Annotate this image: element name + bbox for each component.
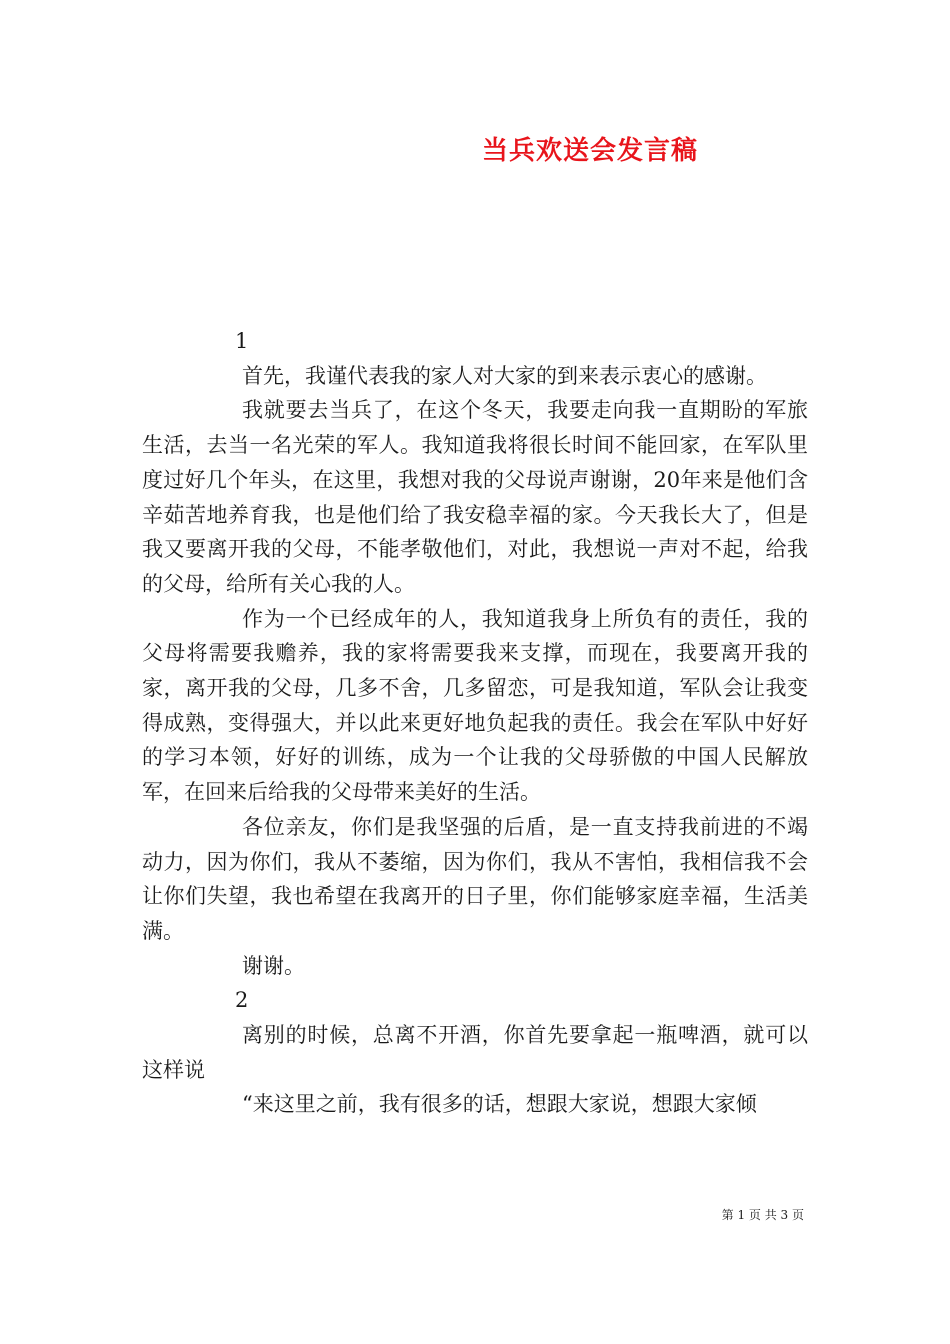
document-title: 当兵欢送会发言稿 — [481, 136, 698, 166]
paragraph: 离别的时候，总离不开酒，你首先要拿起一瓶啤酒，就可以这样说 — [142, 1023, 808, 1082]
section-number: 1 — [235, 329, 249, 353]
paragraph: 首先，我谨代表我的家人对大家的到来表示衷心的感谢。 — [242, 363, 767, 388]
section-number: 2 — [235, 988, 249, 1013]
paragraph: 各位亲友，你们是我坚强的后盾，是一直支持我前进的不竭动力，因为你们，我从不萎缩，因为你们，我从不害怕，我相信我不会让你们失望，我也希望在我离开的日子里，你们能够家庭幸福，生活美满。 — [142, 814, 808, 943]
paragraph: 谢谢。 — [242, 953, 305, 978]
paragraph: 我就要去当兵了，在这个冬天，我要走向我一直期盼的军旅生活，去当一名光荣的军人。我知道我将很长时间不能回家，在军队里度过好几个年头，在这里，我想对我的父母说声谢谢，20年来是他们含辛茹苦地养育我，也是他们给了我安稳幸福的家。今天我长大了，但是我又要离开我的父母，不能孝敬他们，对此，我想说一声对不起，给我的父母，给所有关心我的人。 — [142, 398, 808, 596]
paragraph: 作为一个已经成年的人，我知道我身上所负有的责任，我的父母将需要我赡养，我的家将需要我来支撑，而现在，我要离开我的家，离开我的父母，几多不舍，几多留恋，可是我知道，军队会让我变得成熟，变得强大，并以此来更好地负起我的责任。我会在军队中好好的学习本领，好好的训练，成为一个让我的父母骄傲的中国人民解放军，在回来后给我的父母带来美好的生活。 — [142, 606, 808, 805]
document-body — [142, 324, 808, 1122]
paragraph: “来这里之前，我有很多的话，想跟大家说，想跟大家倾 — [242, 1092, 757, 1117]
page-footer: 第 1 页 共 3 页 — [721, 1208, 804, 1222]
